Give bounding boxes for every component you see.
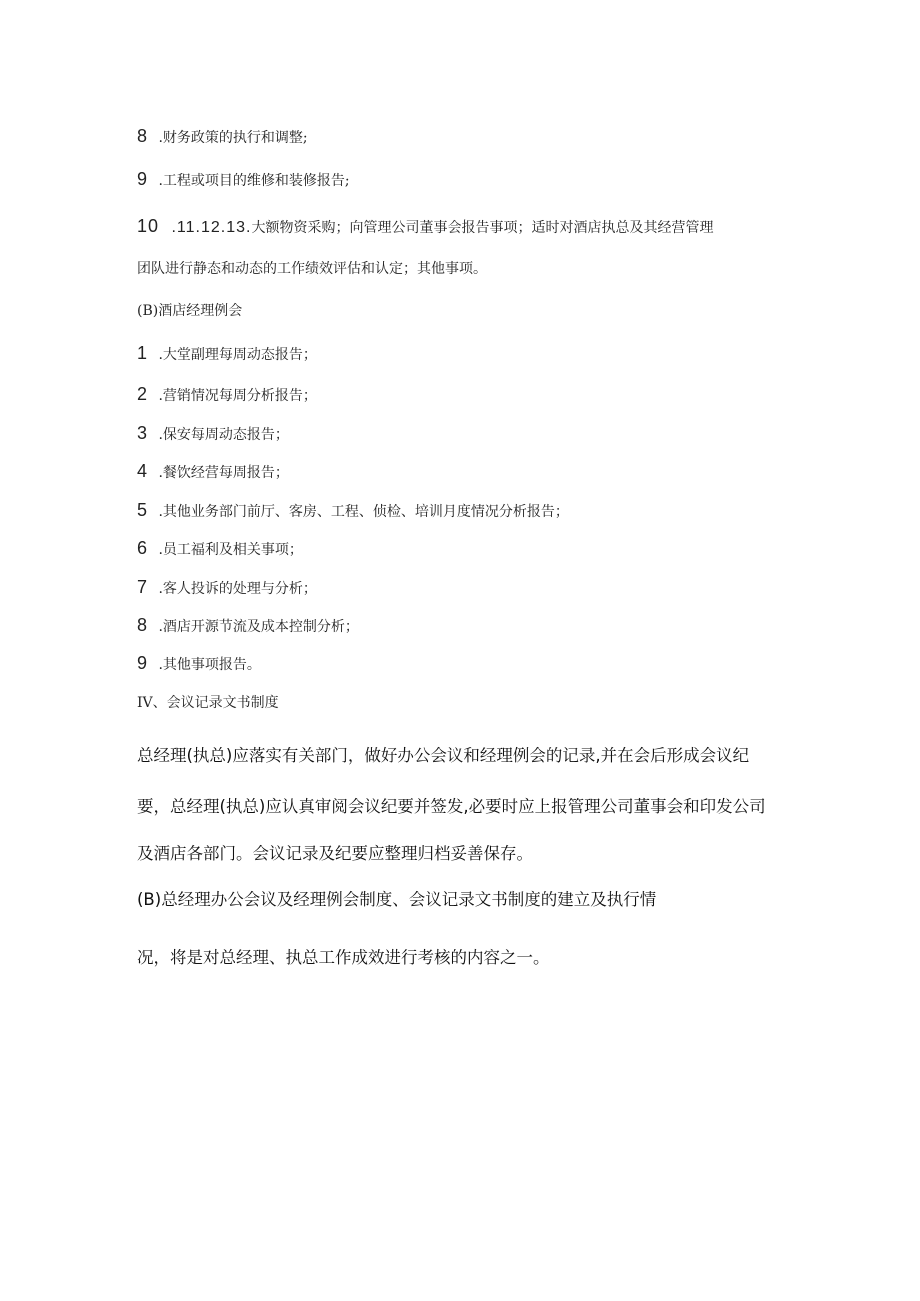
list-item-number: 8	[137, 126, 149, 146]
paragraph-line: 总经理(执总)应落实有关部门，做好办公会议和经理例会的记录,并在会后形成会议纪	[137, 746, 750, 765]
list-item-text: .酒店开源节流及成本控制分析；	[158, 619, 359, 635]
list-item-text: .财务政策的执行和调整;	[158, 130, 308, 146]
list-item	[137, 653, 261, 675]
section-heading-text: IV、会议记录文书制度	[137, 695, 279, 711]
list-item	[137, 461, 289, 483]
paragraph-line: 及酒店各部门。会议记录及纪要应整理归档妥善保存。	[137, 844, 533, 863]
list-item	[137, 615, 359, 637]
list-item-text: 团队进行静态和动态的工作绩效评估和认定；其他事项。	[137, 261, 487, 277]
list-item-text: .营销情况每周分析报告；	[158, 388, 317, 404]
list-item-text: .大堂副理每周动态报告；	[158, 347, 317, 363]
list-item-continuation	[137, 259, 487, 279]
section-heading-text: (B)酒店经理例会	[137, 303, 243, 319]
paragraph-line: 要，总经理(执总)应认真审阅会议纪要并签发,必要时应上报管理公司董事会和印发公司	[137, 797, 766, 816]
list-item	[137, 384, 317, 406]
list-item-number: 6	[137, 538, 149, 558]
list-item	[137, 169, 350, 191]
paragraph-line: 况，将是对总经理、执总工作成效进行考核的内容之一。	[137, 948, 550, 967]
list-item-number: 9	[137, 169, 149, 189]
list-item-number: 2	[137, 384, 149, 404]
list-item	[137, 343, 317, 365]
list-item-text: .其他事项报告。	[158, 657, 261, 673]
list-item-text: 大额物资采购；向管理公司董事会报告事项；适时对酒店执总及其经营管理	[251, 220, 714, 236]
list-item	[137, 423, 289, 445]
list-item	[137, 538, 303, 560]
list-item-multi	[137, 216, 713, 238]
paragraph-line: (B)总经理办公会议及经理例会制度、会议记录文书制度的建立及执行情	[137, 890, 657, 909]
list-item-number: 1	[137, 343, 149, 363]
list-item	[137, 500, 569, 522]
list-item-number: 7	[137, 577, 149, 597]
list-item-text: .工程或项目的维修和装修报告;	[158, 173, 350, 189]
list-item-number: 9	[137, 653, 149, 673]
list-item-number: 8	[137, 615, 149, 635]
list-item-number: 10	[137, 216, 160, 236]
list-item-text: .员工福利及相关事项；	[158, 542, 303, 558]
section-heading	[137, 301, 242, 321]
list-item	[137, 126, 308, 148]
section-heading	[137, 693, 279, 713]
list-item-number: 5	[137, 500, 149, 520]
list-item-number: 3	[137, 423, 149, 443]
list-item	[137, 577, 317, 599]
list-item-text: .其他业务部门前厅、客房、工程、侦检、培训月度情况分析报告；	[158, 504, 569, 520]
list-item-number-rest: .11.12.13.	[171, 219, 252, 236]
list-item-text: .客人投诉的处理与分析；	[158, 581, 317, 597]
list-item-text: .餐饮经营每周报告；	[158, 465, 289, 481]
list-item-number: 4	[137, 461, 149, 481]
list-item-text: .保安每周动态报告；	[158, 427, 289, 443]
